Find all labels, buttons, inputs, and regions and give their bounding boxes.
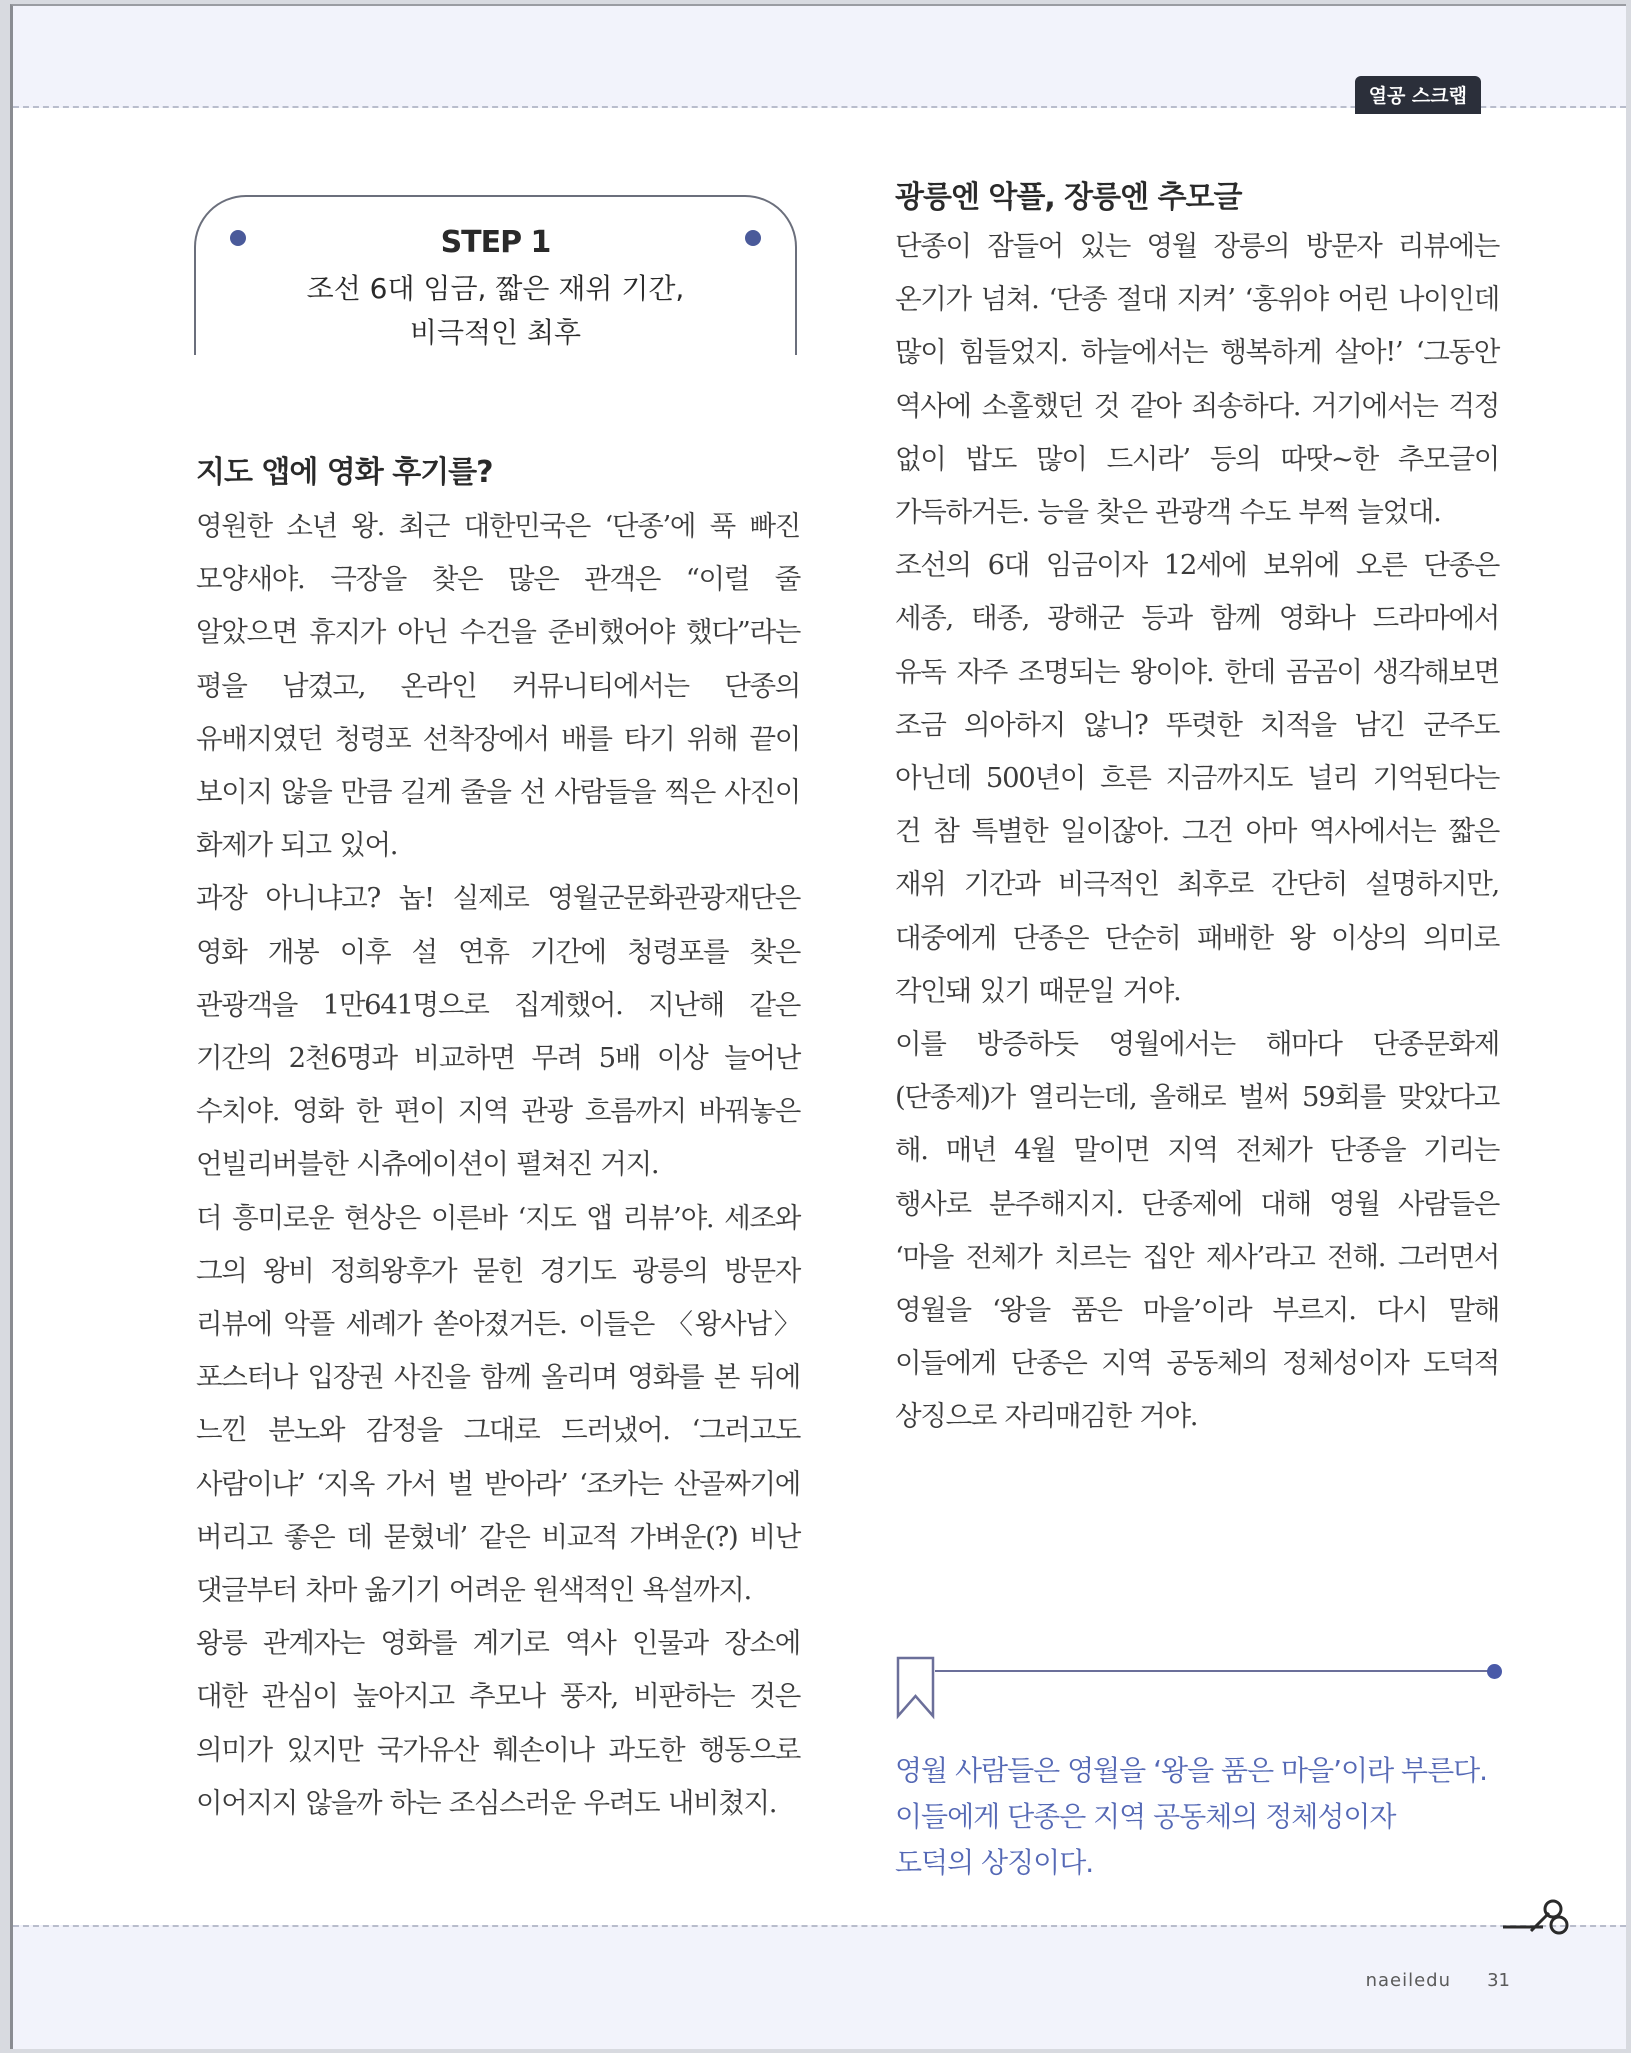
step-box: [194, 195, 797, 355]
step-title-line-2: 비극적인 최후: [409, 316, 582, 349]
right-paragraph-2: 조선의 6대 임금이자 12세에 보위에 오른 단종은 세종, 태종, 광해군 등과 함께 영화나 드라마에서 유독 자주 조명되는 왕이야. 한데 곰곰이 생각해보면 조금 의아하지 않니? 뚜렷한 치적을 남긴 군주도 아닌데 500년이 흐른 지금까지도 널리 기억된다는 건 참 특별한 일이잖아. 그건 아마 역사에서는 짧은 재위 기간과 비극적인 최후로 간단히 설명하지만, 대중에게 단종은 단순히 패배한 왕 이상의 의미로 각인돼 있기 때문일 거야.: [895, 549, 1499, 1007]
left-column: [196, 446, 800, 1830]
left-paragraph-1: 영원한 소년 왕. 최근 대한민국은 ‘단종’에 푹 빠진 모양새야. 극장을 찾은 많은 관객은 “이럴 줄 알았으면 휴지가 아닌 수건을 준비했어야 했다”라는 평을 남겼고, 온라인 커뮤니티에서는 단종의 유배지였던 청령포 선착장에서 배를 타기 위해 끝이 보이지 않을 만큼 길게 줄을 선 사람들을 찍은 사진이 화제가 되고 있어.: [196, 510, 800, 862]
right-column: [895, 176, 1499, 1444]
step-title-line-1: 조선 6대 임금, 짧은 재위 기간,: [306, 272, 685, 305]
left-paragraph-2: 과장 아니냐고? 놉! 실제로 영월군문화관광재단은 영화 개봉 이후 설 연휴 기간에 청령포를 찾은 관광객을 1만641명으로 집계했어. 지난해 같은 기간의 2천6명과 비교하면 무려 5배 이상 늘어난 수치야. 영화 한 편이 지역 관광 흐름까지 바꿔놓은 언빌리버블한 시츄에이션이 펼쳐진 거지.: [196, 882, 800, 1181]
quote-line-3: 도덕의 상징이다.: [895, 1846, 1094, 1879]
quote-line-1: 영월 사람들은 영월을 ‘왕을 품은 마을’이라 부른다.: [895, 1754, 1488, 1787]
step-left-dot-icon: [230, 230, 246, 246]
right-paragraph-1: 단종이 잠들어 있는 영월 장릉의 방문자 리뷰에는 온기가 넘쳐. ‘단종 절대 지켜’ ‘홍위야 어린 나이인데 많이 힘들었지. 하늘에서는 행복하게 살아!’ ‘그동안 역사에 소홀했던 것 같아 죄송하다. 거기에서는 걱정 없이 밥도 많이 드시라’ 등의 따땃~한 추모글이 가득하거든. 능을 찾은 관광객 수도 부쩍 늘었대.: [895, 230, 1499, 529]
footer-brand: naeiledu: [1365, 1970, 1451, 1991]
quote-dot-icon: [1487, 1664, 1502, 1679]
magazine-page: [10, 4, 1626, 2049]
left-paragraph-4: 왕릉 관계자는 영화를 계기로 역사 인물과 장소에 대한 관심이 높아지고 추모나 풍자, 비판하는 것은 의미가 있지만 국가유산 훼손이나 과도한 행동으로 이어지지 않을까 하는 조심스러운 우려도 내비쳤지.: [196, 1627, 800, 1819]
right-paragraph-3: 이를 방증하듯 영월에서는 해마다 단종문화제(단종제)가 열리는데, 올해로 벌써 59회를 맞았다고 해. 매년 4월 말이면 지역 전체가 단종을 기리는 행사로 분주해지지. 단종제에 대해 영월 사람들은 ‘마을 전체가 치르는 집안 제사’라고 전해. 그러면서 영월을 ‘왕을 품은 마을’이라 부르지. 다시 말해 이들에게 단종은 지역 공동체의 정체성이자 도덕적 상징으로 자리매김한 거야.: [895, 1028, 1499, 1433]
scissors-icon: [1501, 1897, 1571, 1937]
right-heading: 광릉엔 악플, 장릉엔 추모글: [895, 180, 1242, 215]
bookmark-icon: [895, 1656, 937, 1720]
pull-quote: [895, 1656, 1505, 1886]
left-paragraph-3: 더 흥미로운 현상은 이른바 ‘지도 앱 리뷰’야. 세조와 그의 왕비 정희왕후가 묻힌 경기도 광릉의 방문자 리뷰에 악플 세례가 쏟아졌거든. 이들은 〈왕사남〉 포스터나 입장권 사진을 함께 올리며 영화를 본 뒤에 느낀 분노와 감정을 그대로 드러냈어. ‘그러고도 사람이냐’ ‘지옥 가서 벌 받아라’ ‘조카는 산골짜기에 버리고 좋은 데 묻혔네’ 같은 비교적 가벼운(?) 비난 댓글부터 차마 옮기기 어려운 원색적인 욕설까지.: [196, 1201, 800, 1607]
step-label: STEP 1: [440, 225, 551, 260]
quote-text: [895, 1748, 1535, 1886]
section-tag: 열공 스크랩: [1355, 76, 1481, 114]
quote-line-2: 이들에게 단종은 지역 공동체의 정체성이자: [895, 1800, 1396, 1833]
left-heading: 지도 앱에 영화 후기를?: [196, 455, 493, 490]
step-right-dot-icon: [745, 230, 761, 246]
page-number: 31: [1487, 1970, 1510, 1991]
quote-rule: [935, 1670, 1495, 1672]
